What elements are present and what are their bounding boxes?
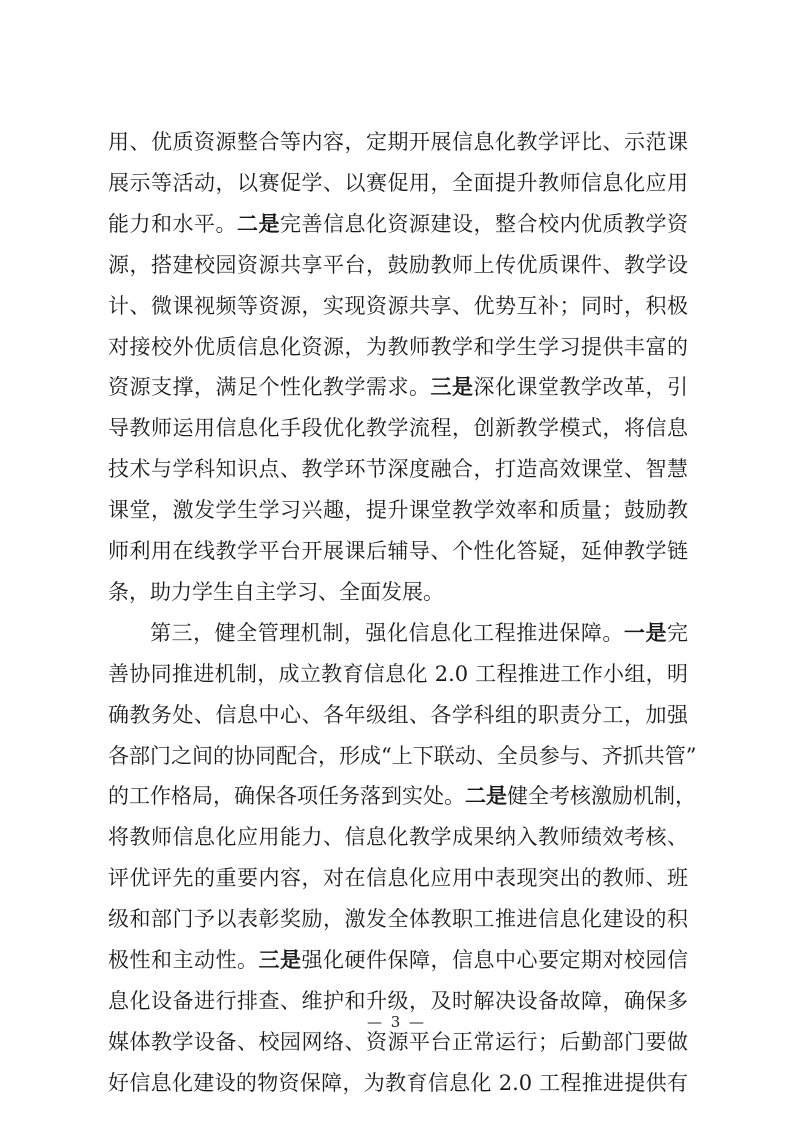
bold-keyword: 三是 xyxy=(430,374,474,399)
text-segment: 级和部门予以表彰奖励，激发全体教职工推进信息化建设的积 xyxy=(108,907,688,931)
text-line xyxy=(108,899,688,939)
text-line xyxy=(108,940,688,980)
bold-keyword: 二是 xyxy=(465,783,507,808)
text-line xyxy=(108,163,688,203)
text-line xyxy=(108,776,696,816)
text-line xyxy=(108,327,688,367)
bold-keyword: 三是 xyxy=(258,947,302,972)
paragraph-first-line xyxy=(150,613,688,653)
text-segment: 深化课堂教学改革，引 xyxy=(473,375,688,399)
text-line xyxy=(108,858,688,898)
text-segment: 计、微课视频等资源，实现资源共享、优势互补；同时，积极 xyxy=(108,294,688,318)
page-number: — 3 — xyxy=(366,1013,427,1031)
text-segment: 导教师运用信息化手段优化教学流程，创新教学模式，将信息 xyxy=(108,416,688,440)
text-segment: 善协同推进机制，成立教育信息化 2.0 工程推进工作小组，明 xyxy=(108,662,688,686)
bold-keyword: 一是 xyxy=(623,620,668,645)
text-line xyxy=(108,572,688,612)
text-line xyxy=(108,736,697,776)
text-segment: 评优评先的重要内容，对在信息化应用中表现突出的教师、班 xyxy=(108,866,688,890)
text-line xyxy=(108,204,688,244)
text-segment: 源，搭建校园资源共享平台，鼓励教师上传优质课件、教学设 xyxy=(108,253,688,277)
text-line xyxy=(108,367,688,407)
text-segment: 展示等活动，以赛促学、以赛促用，全面提升教师信息化应用 xyxy=(108,171,688,195)
text-segment: 技术与学科知识点、教学环节深度融合，打造高效课堂、智慧 xyxy=(108,457,688,481)
bold-keyword: 二是 xyxy=(237,211,280,236)
text-line xyxy=(108,408,688,448)
text-segment: 完 xyxy=(667,621,689,645)
text-segment: 对接校外优质信息化资源，为教师教学和学生学习提供丰富的 xyxy=(108,335,688,359)
text-segment: 各部门之间的协同配合，形成“上下联动、全员参与、齐抓共管” xyxy=(108,744,697,768)
text-line xyxy=(108,490,688,530)
text-line xyxy=(108,1063,688,1103)
text-segment: 媒体教学设备、校园网络、资源平台正常运行；后勤部门要做 xyxy=(108,1030,688,1054)
text-segment: 师利用在线教学平台开展课后辅导、个性化答疑，延伸教学链 xyxy=(108,539,688,563)
text-segment: 资源支撑，满足个性化教学需求。 xyxy=(108,375,431,399)
text-segment: 健全考核激励机制， xyxy=(507,784,696,808)
text-segment: 用、优质资源整合等内容，定期开展信息化教学评比、示范课 xyxy=(108,130,688,154)
text-segment: 极性和主动性。 xyxy=(108,948,259,972)
text-segment: 第三，健全管理机制，强化信息化工程推进保障。 xyxy=(150,621,624,645)
text-segment: 将教师信息化应用能力、信息化教学成果纳入教师绩效考核、 xyxy=(108,825,688,849)
text-line xyxy=(108,817,688,857)
text-segment: 完善信息化资源建设，整合校内优质教学资 xyxy=(280,212,688,236)
text-segment: 息化设备进行排查、维护和升级，及时解决设备故障，确保多 xyxy=(108,989,688,1013)
text-line xyxy=(108,122,688,162)
text-line xyxy=(108,531,688,571)
text-line xyxy=(108,449,688,489)
text-segment: 好信息化建设的物资保障，为教育信息化 2.0 工程推进提供有 xyxy=(108,1071,688,1095)
text-line xyxy=(108,245,688,285)
text-line xyxy=(108,286,688,326)
text-segment: 确教务处、信息中心、各年级组、各学科组的职责分工，加强 xyxy=(108,703,688,727)
text-segment: 课堂，激发学生学习兴趣，提升课堂教学效率和质量；鼓励教 xyxy=(108,498,688,522)
text-segment: 的工作格局，确保各项任务落到实处。 xyxy=(108,784,465,808)
text-line xyxy=(108,695,688,735)
text-segment: 强化硬件保障，信息中心要定期对校园信 xyxy=(301,948,688,972)
text-segment: 能力和水平。 xyxy=(108,212,237,236)
text-line xyxy=(108,654,688,694)
text-segment: 条，助力学生自主学习、全面发展。 xyxy=(108,580,444,604)
